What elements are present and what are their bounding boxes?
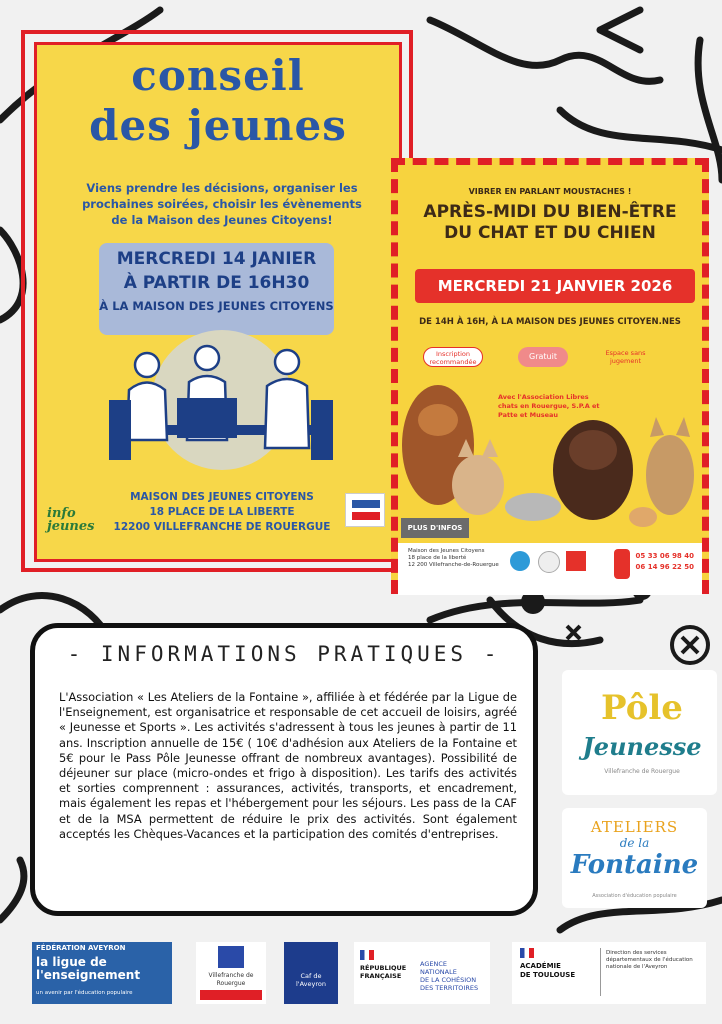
ligue-name-line2: l'enseignement [36, 968, 141, 982]
pole-caption: Villefranche de Rouergue [604, 768, 680, 775]
info-jeunes-line2: jeunes [47, 519, 95, 534]
anct-label [420, 960, 478, 992]
plus-d-infos-label: PLUS D'INFOS [401, 518, 469, 538]
poster-address [107, 490, 337, 535]
poster-subtitle: Viens prendre les décisions, organiser les prochaines soirées, choisir les évènements de la Maison des Jeunes Citoyens! [82, 181, 362, 227]
partner-logo-icon [566, 551, 586, 571]
partner-badge [345, 493, 385, 527]
anct-line1: AGENCE [420, 960, 447, 968]
poster-address-line1: MAISON DES JEUNES CITOYENS [130, 491, 314, 503]
poster2-footer-line3: 12 200 Villefranche-de-Rouergue [408, 562, 499, 568]
phone-number-2: 06 14 96 22 50 [635, 563, 694, 571]
academie-line1: ACADÉMIE [520, 962, 561, 970]
poster-date-box [99, 243, 334, 335]
poster-address-line3: 12200 VILLEFRANCHE DE ROUERGUE [113, 521, 331, 533]
villefranche-logo [196, 942, 266, 1004]
poster-title-line1: conseil [131, 51, 305, 100]
partner-logo-icon [510, 551, 530, 571]
ligue-federation: FÉDÉRATION AVEYRON [36, 944, 126, 952]
info-jeunes-logo [47, 507, 117, 533]
pets-illustration [398, 375, 702, 535]
academie-line2: DE TOULOUSE [520, 971, 576, 979]
poster2-association: Avec l'Association Libres chats en Rouergue, S.P.A et Patte et Museau [498, 393, 600, 419]
pole-title: Pôle [601, 688, 683, 728]
anct-line4: DES TERRITOIRES [420, 984, 479, 992]
academie-caption: Direction des services départementaux de l'éducation nationale de l'Aveyron [606, 950, 693, 970]
info-heading: - INFORMATIONS PRATIQUES - [67, 642, 501, 666]
pill-espace: Espace sans jugement [605, 349, 646, 365]
pill-gratuit: Gratuit [518, 347, 568, 367]
academie-label [520, 962, 575, 980]
poster2-time-place: DE 14H À 16H, À LA MAISON DES JEUNES CITOYEN.NES [419, 317, 681, 327]
poster2-title-line1: APRÈS-MIDI DU BIEN-ÊTRE [423, 202, 677, 222]
caf-logo [284, 942, 338, 1004]
phone-number-1: 05 33 06 98 40 [635, 552, 694, 560]
villefranche-caption: Villefranche de Rouergue [208, 972, 254, 987]
poster2-footer-line2: 18 place de la liberté [408, 555, 467, 561]
anct-line2: NATIONALE [420, 968, 457, 976]
rf-line2: FRANÇAISE [360, 972, 402, 980]
poster-title-line2: des jeunes [89, 101, 347, 150]
anct-logo [354, 942, 490, 1004]
ligue-enseignement-logo [32, 942, 172, 1004]
poster-date-line1: MERCREDI 14 JANIER [116, 249, 317, 269]
ateliers-caption: Association d'éducation populaire [592, 893, 677, 899]
poster-address-line2: 18 PLACE DE LA LIBERTE [149, 506, 295, 518]
anct-line3: DE LA COHÉSION [420, 976, 477, 984]
poster2-footer-address [408, 548, 508, 569]
informations-pratiques-box [30, 623, 538, 916]
ligue-name [36, 956, 140, 982]
poster2-tagline: VIBRER EN PARLANT MOUSTACHES ! [468, 187, 632, 196]
pill-inscription: Inscription recommandée [423, 347, 483, 367]
pole-jeunesse-logo [562, 670, 717, 795]
poster-date-line2: À PARTIR DE 16H30 [123, 273, 310, 293]
ateliers-delafont: de la [619, 836, 650, 850]
phone-icon [614, 549, 630, 579]
academie-toulouse-logo [512, 942, 706, 1004]
info-jeunes-line1: info [47, 506, 76, 521]
poster-date-line3: À LA MAISON DES JEUNES CITOYENS [99, 299, 334, 313]
ateliers-fontaine-logo [562, 808, 707, 908]
fontaine-title: Fontaine [570, 850, 699, 880]
poster2-footer-line1: Maison des Jeunes Citoyens [408, 548, 485, 554]
rf-label [360, 964, 406, 980]
poster2-date: MERCREDI 21 JANVIER 2026 [415, 269, 695, 303]
ligue-caption: un avenir par l'éducation populaire [36, 990, 133, 996]
poster2-phones [636, 551, 694, 573]
people-meeting-illustration [107, 330, 337, 480]
poster-conseil-des-jeunes [34, 42, 402, 562]
ateliers-title: ATELIERS [590, 818, 679, 836]
jeunesse-title: Jeunesse [582, 732, 702, 761]
ligue-name-line1: la ligue de [36, 955, 107, 969]
poster2-footer [398, 543, 702, 595]
poster2-title [398, 202, 702, 244]
rf-line1: RÉPUBLIQUE [360, 964, 407, 972]
poster2-title-line2: DU CHAT ET DU CHIEN [444, 223, 656, 243]
caf-caption: Caf de l'Aveyron [296, 972, 326, 988]
poster-bien-etre-chat-chien [391, 158, 709, 594]
partner-logo-icon [538, 551, 560, 573]
info-body: L'Association « Les Ateliers de la Fontaine », affiliée à et fédérée par la Ligue de l'Enseignement, est organisatrice et responsable de cet accueil de loisirs, agréé « Jeunesse et Sports ». Les activités s'adressent à tous les jeunes à partir de 11 ans. Inscription annuelle de 15€ ( 10€ d'adhésion aux Ateliers de la Fontaine et 5€ pour le Pass Pôle Jeunesse offrant de nombreux avantages). Possibilité de déjeuner sur place (micro-ondes et frigo à disposition). Les tarifs des activités et sorties comprennent : assurances, activités, transports, et encadrement, mais également les repas et l'hébergement pour les séjours. Les pass de la CAF et de la MSA permettent de réduire le prix des activités. Sont également acceptés les Chèques-Vacances et la participation des comités d'entreprises. [59, 690, 517, 841]
